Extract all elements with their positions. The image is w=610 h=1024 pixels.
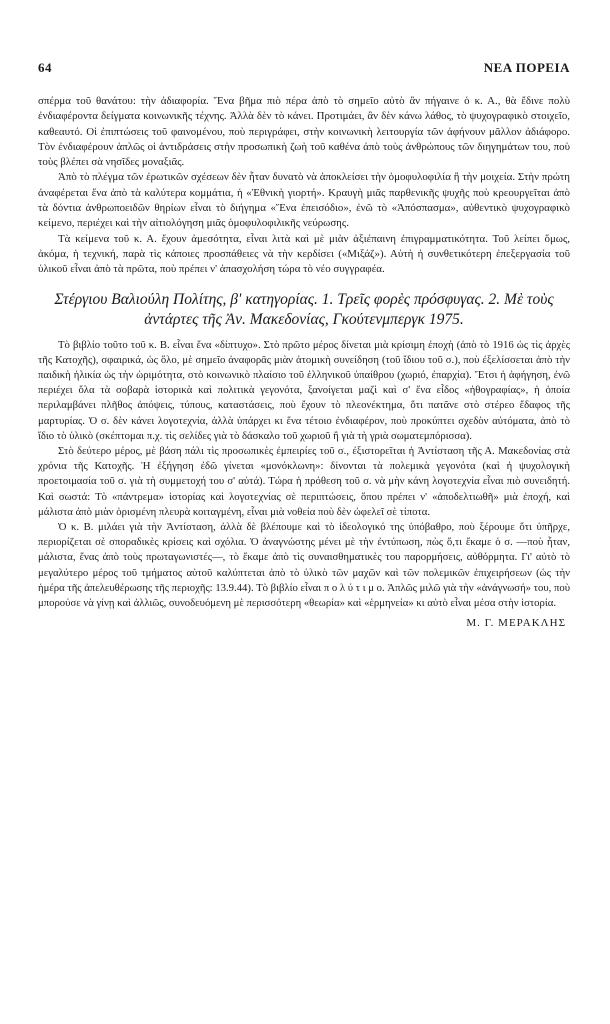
author-signature: Μ. Γ. ΜΕΡΑΚΛΗΣ	[466, 617, 566, 630]
review-paragraph-1: Τὸ βιβλίο τοῦτο τοῦ κ. Β. εἶναι ἕνα «δίπτυχο». Στὸ πρῶτο μέρος δίνεται μιὰ κρίσιμη ἐποχὴ (ἀπὸ τὸ 1916 ὡς τὶς ἀρχὲς τῆς Κατοχῆς), σφαιρικά, ὡς ὅλο, μὲ σημεῖο ἀναφορᾶς μιὰν ἀτομικὴ συνείδηση (τοῦ ἴδιου τοῦ σ.), ποὺ ἐξελίσσεται ἀπὸ τὴν παιδικὴ ἡλικία ὡς τὴν ὡριμότητα, στὸ κοινωνικὸ πλαίσιο τοῦ ἑλληνικοῦ ὑπαίθρου (χωριό, ἐπαρχία). Ἔτσι ἡ ἀφήγηση, ἐνῶ περιέχει ὅλα τὰ σοβαρὰ ἱστορικὰ καὶ πολιτικὰ γεγονότα, ξανοίγεται μαζὶ καὶ σ' ἕνα εἶδος «ἠθογραφίας», ἡ ὁποία περιλαμβάνει πλῆθος ἀπόψεις, τύπους, καταστάσεις, ποὺ ἔχουν τὸ πλεονέκτημα, ὅτι πατᾶνε στὸ στέρεο ἔδαφος τῆς μαρτυρίας. Ὁ σ. δὲν κάνει λογοτεχνία, ἀλλὰ ὑπάρχει κι ἕνα τέτοιο ἐνδιαφέρον, ποὺ προκύπτει σχεδὸν αὐτόματα, ἀπὸ τὸ ἴδιο τὸ ὑλικὸ (σκέπτομαι π.χ. τὶς σελίδες γιὰ τὸ δάσκαλο τοῦ χωριοῦ ἢ γιὰ τὴ γριὰ σωματεμπόρισσα).	[38, 338, 570, 442]
continuation-paragraph-3: Τὰ κείμενα τοῦ κ. Α. ἔχουν ἀμεσότητα, εἶναι λιτὰ καὶ μὲ μιὰν ἀξιέπαινη ἐπιγραμματικότητα. Τοῦ λείπει ὅμως, ἀκόμα, ἡ τεχνική, παρὰ τὶς κάποιες προσπάθειες νὰ τὴν κερδίσει («Μιξάζ»). Αὐτὴ ἡ συνθετικότερη ἐπεξεργασία τοῦ ὑλικοῦ εἶναι ἀπὸ τὰ πρῶτα, ποὺ πρέπει ν' ἀπασχολήση τώρα τὸ νέο συγγραφέα.	[38, 232, 570, 276]
journal-title: ΝΕΑ ΠΟΡΕΙΑ	[483, 60, 570, 75]
review-title: Στέργιου Βαλιούλη Πολίτης, β' κατηγορίας. 1. Τρεῖς φορὲς πρόσφυγας. 2. Μὲ τοὺς ἀντάρτες τῆς Ἀν. Μακεδονίας, Γκούτενμπεργκ 1975.	[54, 290, 554, 328]
review-body	[38, 338, 570, 612]
continuation-paragraph-2: Ἀπὸ τὸ πλέγμα τῶν ἐρωτικῶν σχέσεων δὲν ἦταν δυνατὸ νὰ ἀποκλείσει τὴν ὁμοφυλοφιλία ἢ τὴν μοιχεία. Στὴν πρώτη ἀναφέρεται ἕνα ἀπὸ τὰ καλύτερα κομμάτια, ἡ «Ἐθνικὴ γιορτή». Κραυγὴ μιᾶς παρθενικῆς ψυχῆς ποὺ κρεουργεῖται ἀπὸ τὰ δόντια ἀνθρωποειδῶν θηρίων εἶναι τὸ διήγημα «Ἕνα ἐπεισόδιο», ἐνῶ τὸ «Ἀπόσπασμα», αὐθεντικὸ ψυχογραφικὸ κείμενο, περιέχει καὶ τὴν αἰτιολόγηση μιᾶς ὁμοφυλοφιλικῆς νεύρωσης.	[38, 171, 570, 230]
page-number: 64	[38, 60, 52, 75]
review-paragraph-3: Ὁ κ. Β. μιλάει γιὰ τὴν Ἀντίσταση, ἀλλὰ δὲ βλέπουμε καὶ τὸ ἰδεολογικό της ὑπόβαθρο, ποὺ ξέρουμε ὅτι ὑπῆρχε, περιορίζεται σὲ σποραδικὲς κρίσεις καὶ σχόλια. Ὁ ἀναγνώστης μένει μὲ τὴν ἐντύπωση, πὼς ὅ,τι ἔκαμε ὁ σ. —ποὺ ἦταν, μάλιστα, ἕνας ἀπὸ τοὺς πρωταγωνιστές—, τὸ ἔκαμε ἀπὸ τὶς συναισθηματικὲς του παρορμήσεις, αὐθόρμητα. Γι' αὐτὸ τὸ μεγαλύτερο μέρος τοῦ τμήματος αὐτοῦ καλύπτεται ἀπὸ τὸ ὑλικὸ τῶν μαχῶν καὶ τῶν πολεμικῶν ἐπιχειρήσεων (ὡς τὴν ἡμέρα τῆς ἀπελευθέρωσης τῆς περιοχῆς: 13.9.44). Τὸ βιβλίο εἶναι π ο λ ύ τ ι μ ο. Ἁπλῶς μιλῶ γιὰ τὴν «ἀνάγνωσή» του, ποὺ μπορούσε νὰ γίνῃ καὶ ἀλλιῶς, συνοδευόμενη μὲ περισσότερη «θεωρία» καὶ «ἑρμηνεία» κι αὐτὸ εἶναι μέσα στὴν ἱστορία.	[38, 521, 570, 610]
previous-review-continuation	[38, 94, 570, 278]
page-header	[38, 60, 570, 76]
review-paragraph-2: Στὸ δεύτερο μέρος, μὲ βάση πάλι τὶς προσωπικὲς ἐμπειρίες τοῦ σ., ἐξιστορεῖται ἡ Ἀντίσταση τῆς Α. Μακεδονίας στὰ χρόνια τῆς Κατοχῆς. Ἡ ἐξήγηση ἐδῶ γίνεται «μονόκλωνη»: δίνονται τὰ πολεμικὰ γεγονότα (καὶ ἡ ψυχολογικὴ προετοιμασία τοῦ σ. γιὰ τὴ συμμετοχή του σ' αὐτά). Τώρα ἡ πρόθεση τοῦ σ. νὰ μὴν κάνη λογοτεχνία εἶναι πιὸ συνειδητή. Καὶ σωστά: Τὸ «πάντρεμα» ἱστορίας καὶ λογοτεχνίας σὲ περιπτώσεις, ὅπου πρέπει ν' «ἀποδελτιωθῆ» μιὰ ἐποχή, καὶ μάλιστα ἀπὸ μιὰν ὁρισμένη πλευρὰ κοιταγμένη, εἶναι μιὰ νοθεία ποὺ δὲν ὠφελεῖ σὲ τίποτα.	[38, 444, 570, 518]
continuation-paragraph-1: σπέρμα τοῦ θανάτου: τὴν ἀδιαφορία. Ἕνα βῆμα πιὸ πέρα ἀπὸ τὸ σημεῖο αὐτὸ ἂν πήγαινε ὁ κ. Α., θὰ ἔδινε πολὺ ἐνδιαφέροντα δείγματα κοινωνικῆς τέχνης. Ἀλλὰ δὲν τὸ κάνει. Προτιμάει, ἂν δὲν κάνω λάθος, τὸ ψυχογραφικὸ στοιχεῖο, καθεαυτό. Οἱ ἐπιπτώσεις τοῦ φαινομένου, ποὺ περιγράφει, στὴν κοινωνικὴ λειτουργία τῶν ἀφήνουν μᾶλλον ἀδιάφορο. Τὸν ἐνδιαφέρουν ἁπλῶς οἱ ἀντιδράσεις στὴν προσωπικὴ ζωὴ τοῦ καθένα ἀπὸ τοὺς ἀνθρώπους τῶν διηγημάτων του, ποὺ τοὺς βλέπει σὰ νησῖδες μοναξιᾶς.	[38, 95, 570, 169]
document-page	[38, 60, 570, 629]
